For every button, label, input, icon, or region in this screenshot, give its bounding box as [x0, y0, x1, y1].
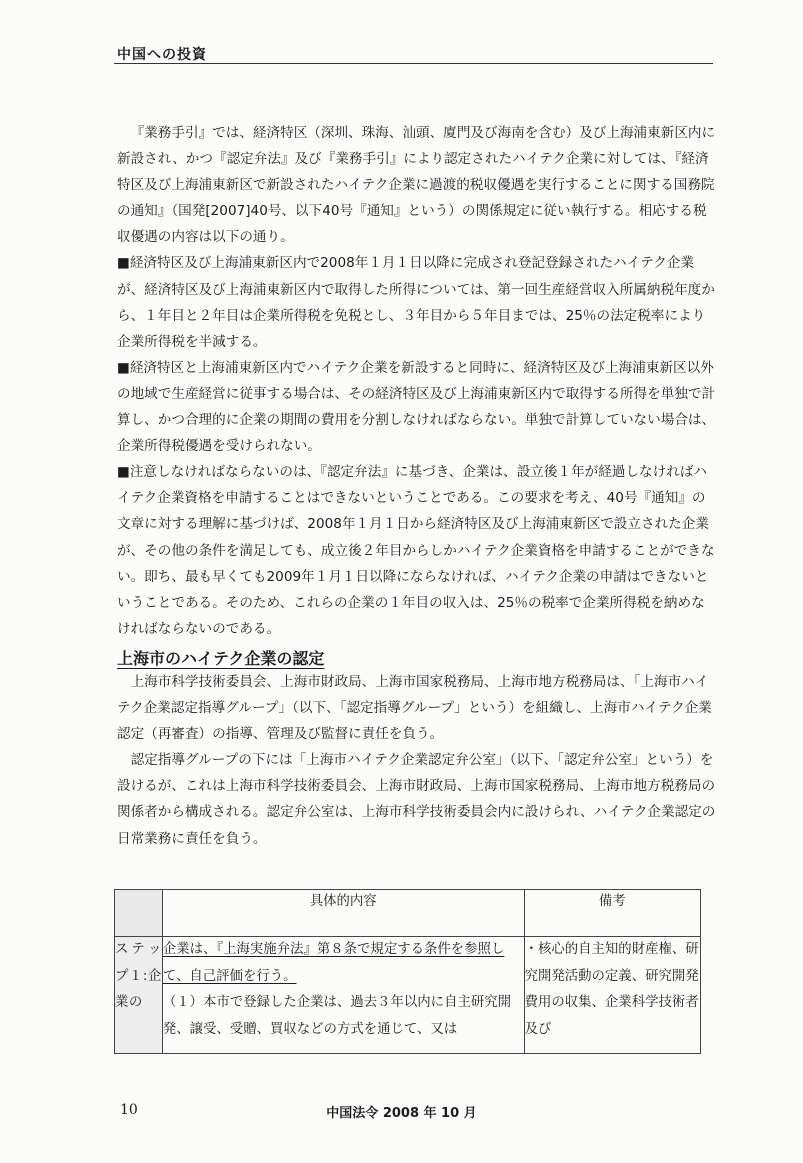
header-title: 中国への投資 [117, 47, 207, 63]
table-header-row [115, 890, 701, 937]
section-paragraph-1: 上海市科学技術委員会、上海市財政局、上海市国家税務局、上海市地方税務局は、「上海市ハイテク企業認定指導グループ」（以下、「認定指導グループ」という）を組織し、上海市ハイテク企業認定（再審査）の指導、管理及び監督に責任を負う。 [117, 674, 712, 743]
table-row [115, 937, 701, 1054]
section-text [117, 669, 717, 852]
bullet-paragraph-1: ■経済特区及び上海浦東新区内で2008年１月１日以降に完成され登記登録されたハイテク企業が、経済特区及び上海浦東新区内で取得した所得については、第一回生産経営収入所属納税年度から、１年目と２年目は企業所得税を免税とし、３年目から５年目までは、25％の法定税率により企業所得税を半減する。 [117, 255, 715, 350]
step-content-heading: 企業は、『上海実施弁法』第８条で規定する条件を参照して、自己評価を行う。 [162, 942, 505, 984]
step-content-item: （１）本市で登録した企業は、過去３年以内に自主研究開発、譲受、受贈、買収などの方式を通じて、又は [162, 995, 512, 1037]
section-title: 上海市のハイテク企業の認定 [117, 649, 325, 668]
step-remarks: ・核心的自主知的財産権、研究開発活動の定義、研究開発費用の収集、企業科学技術者及び [524, 937, 700, 1054]
footer-publication: 中国法令 2008 年 10 月 [326, 1106, 477, 1121]
header-rule [114, 63, 713, 64]
steps-table [114, 889, 701, 1054]
page-number: 10 [120, 1102, 138, 1118]
bullet-paragraph-3: ■注意しなければならないのは、『認定弁法』に基づき、企業は、設立後１年が経過しなければハイテク企業資格を申請することはできないということである。この要求を考え、40号『通知』の文章に対する理解に基づけば、2008年１月１日から経済特区及び上海浦東新区で設立された企業が、その他の条件を満足しても、成立後２年目からしかハイテク企業資格を申請することができない。即ち、最も早くても2009年１月１日以降にならなければ、ハイテク企業の申請はできないということである。そのため、これらの企業の１年目の収入は、25％の税率で企業所得税を納めなければならないのである。 [117, 464, 715, 637]
section-paragraph-2: 認定指導グループの下には「上海市ハイテク企業認定弁公室」（以下、「認定弁公室」という）を設けるが、これは上海市科学技術委員会、上海市財政局、上海市国家税務局、上海市地方税務局の関係者から構成される。認定弁公室は、上海市科学技術委員会内に設けられ、ハイテク企業認定の日常業務に責任を負う。 [117, 752, 716, 847]
body-paragraph: 『業務手引』では、経済特区（深圳、珠海、汕頭、廈門及び海南を含む）及び上海浦東新区内に新設され、かつ『認定弁法』及び『業務手引』により認定されたハイテク企業に対しては、『経済特区及び上海浦東新区で新設されたハイテク企業に過渡的税収優遇を実行することに関する国務院の通知』（国発[2007]40号、以下40号『通知』という）の関係規定に従い執行する。相応する税収優遇の内容は以下の通り。 [117, 125, 716, 246]
step-content [162, 937, 524, 1054]
table-header-step [115, 890, 163, 937]
table-header-content: 具体的内容 [162, 890, 524, 937]
table-header-remarks: 備考 [524, 890, 700, 937]
step-label: ステップ１:企業の [115, 937, 163, 1054]
bullet-paragraph-2: ■経済特区と上海浦東新区内でハイテク企業を新設すると同時に、経済特区及び上海浦東新区以外の地域で生産経営に従事する場合は、その経済特区及び上海浦東新区内で取得する所得を単独で計算し、かつ合理的に企業の期間の費用を分割しなければならない。単独で計算していない場合は、企業所得税優遇を受けられない。 [117, 359, 716, 455]
body-text [117, 120, 717, 642]
